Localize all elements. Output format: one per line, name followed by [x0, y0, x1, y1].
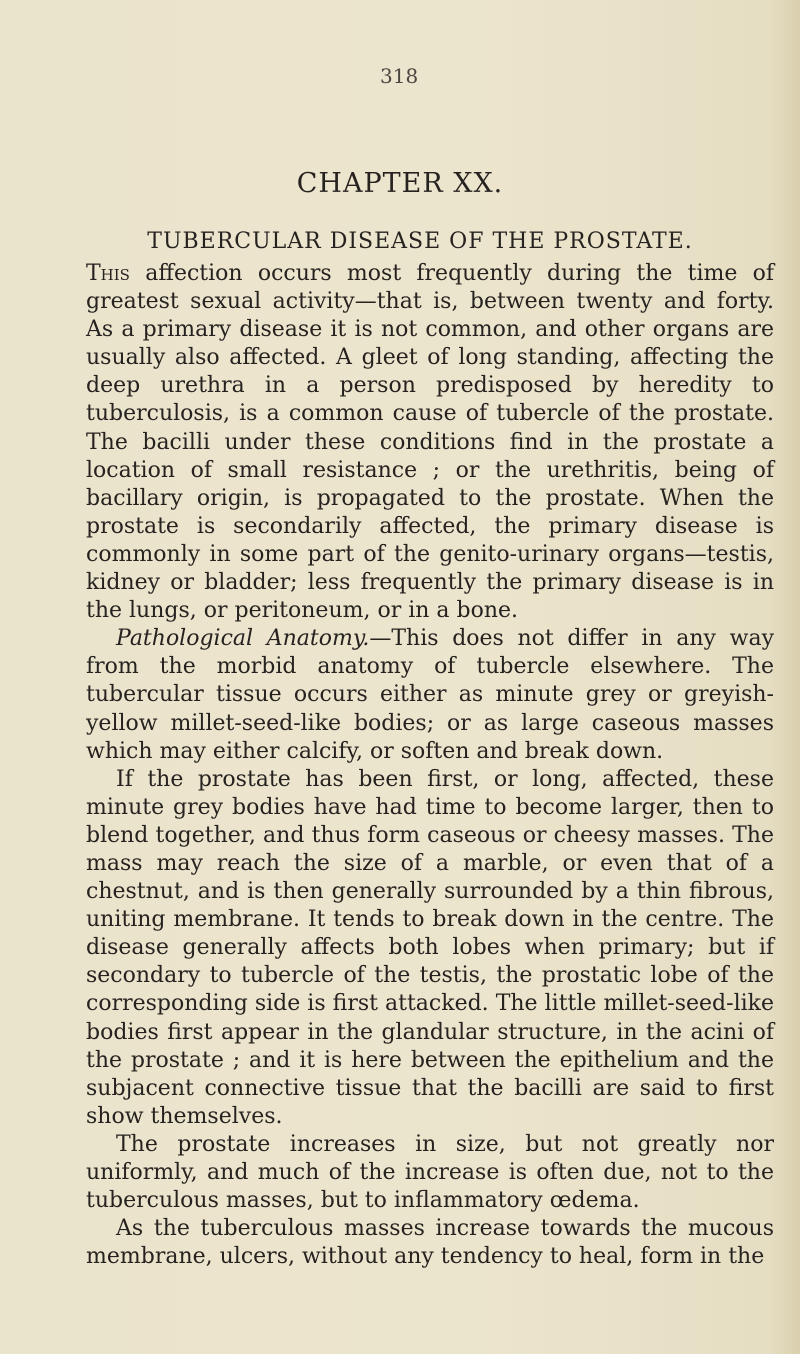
- paragraph-text: —This does not differ in any way from the morbid anatomy of tubercle elsewhere. The tubercular tissue occurs either as minute grey or greyish-yellow millet-seed-like bodies; or as large caseous masses which may either calcify, or soften and break down.: [86, 626, 774, 764]
- paragraph: [86, 1215, 774, 1271]
- paragraph: [86, 260, 774, 625]
- paragraph: [86, 1131, 774, 1215]
- paragraph-text: affection occurs most frequently during the time of greatest sexual activity—that is, between twenty and forty. As a primary disease it is not common, and other organs are usually also affected. A gleet of long standing, affecting the deep urethra in a person predisposed by heredity to tuberculosis, is a common cause of tubercle of the prostate. The bacilli under these conditions find in the prostate a location of small resistance ; or the urethritis, being of bacillary origin, is propagated to the prostate. When the prostate is secondarily affected, the primary disease is commonly in some part of the genito-urinary organs—testis, kidney or bladder; less frequently the primary disease is in the lungs, or peritoneum, or in a bone.: [86, 261, 774, 624]
- paragraph-lead: This: [86, 261, 130, 286]
- paragraph: [86, 625, 774, 765]
- chapter-title: CHAPTER XX.: [296, 168, 504, 199]
- paragraph: [86, 766, 774, 1131]
- section-heading: Pathological Anatomy.: [116, 626, 370, 652]
- paragraph-text: The prostate increases in size, but not greatly nor uniformly, and much of the increase is often due, not to the tuberculous masses, but to inflammatory œdema.: [86, 1131, 774, 1214]
- page-number: 318: [380, 64, 419, 88]
- paragraph-text: As the tuberculous masses increase towards the mucous membrane, ulcers, without any tendency to heal, form in the: [86, 1216, 774, 1270]
- body-text: [86, 260, 774, 1271]
- paragraph-text: If the prostate has been first, or long, affected, these minute grey bodies have had time to become larger, then to blend together, and thus form caseous or cheesy masses. The mass may reach the size of a marble, or even that of a chestnut, and is then generally surrounded by a thin fibrous, uniting membrane. It tends to break down in the centre. The disease generally affects both lobes when primary; but if secondary to tubercle of the testis, the prostatic lobe of the corresponding side is first attacked. The little millet-seed-like bodies first appear in the glandular structure, in the acini of the prostate ; and it is here between the epithelium and the subjacent connective tissue that the bacilli are said to first show themselves.: [86, 766, 774, 1129]
- chapter-subtitle: TUBERCULAR DISEASE OF THE PROSTATE.: [147, 229, 693, 254]
